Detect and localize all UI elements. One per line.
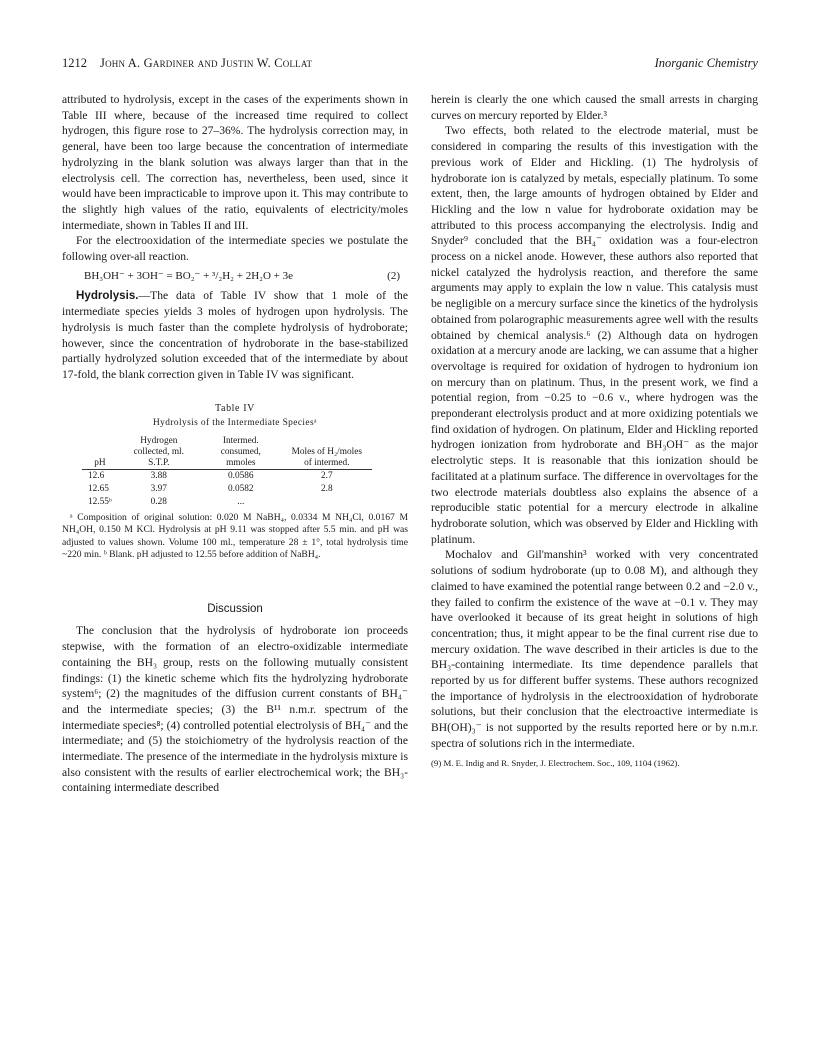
table-header: Hydrogen collected, ml. S.T.P. [118,436,200,470]
table-row [82,470,372,484]
paragraph-text: —The data of Table IV show that 1 mole of the intermediate species yields 3 moles of hydrogen upon hydrolysis. The hydrolysis is much faster than the complete hydrolysis of hydroborate; however, since the concentration of hydroborate in the base-stabilized partially hydrolyzed solution exceeded that of the intermediate by about 17-fold, the blank correction given in Table IV was significant. [62,289,408,381]
reference-footnote: (9) M. E. Indig and R. Snyder, J. Electrochem. Soc., 109, 1104 (1962). [431,757,680,768]
table-cell: 2.8 [320,484,333,495]
table-cell: 12.6 [88,471,105,482]
section-heading: Discussion [207,602,263,615]
table-cell: ... [237,497,245,508]
paragraph: Mochalov and Gil'manshin³ worked with very concentrated solutions of sodium hydroborate (up to 0.08 M), and although they claimed to have examined the potential range between 0.2 and −2.0 v., they failed to confirm the existence of the wave at −0.1 v. They may have overlooked it because of its great height in solutions of high concentration; thus, it might appear to be the final current rise due to mercury oxidation. The wave described in their articles is due to the BH₃-containing intermediate. Its time dependence parallels that reported by us for different buffer systems. These authors recognized the importance of hydrolysis in the electrooxidation of hydroborate solutions, but their conclusion that the electroactive intermediate is BH(OH)₃⁻ is not supported by the results reported here or by n.m.r. spectra of solutions rich in the intermediate. [431,548,758,750]
table-cell [282,496,372,509]
running-header [62,56,758,76]
table-cell: 3.97 [150,484,167,495]
equation-2 [62,265,408,289]
table-row [82,483,372,496]
right-column [431,92,758,771]
table-footnote: ᵃ Composition of original solution: 0.020 M NaBH₄, 0.0334 M NH₄Cl, 0.0167 M NH₄OH, 0.150 M KCl. Hydrolysis at pH 9.11 was stopped after 5.5 min. and pH was adjusted to values shown. Volume 100 ml., temperature 28 ± 1°, total hydrolysis time ~220 min. ᵇ Blank. pH adjusted to 12.55 before addition of NaBH₄. [62,512,408,561]
table-cell: 3.88 [150,471,167,482]
table-cell: 2.7 [320,471,333,482]
paragraph: The conclusion that the hydrolysis of hydroborate ion proceeds stepwise, with the formation of an electro-oxidizable intermediate containing the BH₃ group, rests on the following mutually consistent findings: (1) the kinetic scheme which fits the hydrolyzing hydroborate system⁶; (2) the magnitudes of the diffusion current constants of BH₄⁻ and the intermediate species; (3) the B¹¹ n.m.r. spectrum of the intermediate species⁸; (4) controlled potential electrolysis of BH₄⁻ and the intermediate; and (5) the stoichiometry of the hydrolysis reaction of the intermediate. The presence of the intermediate in the hydrolysis mixture is also consistent with the results of earlier electrochemical work; the BH₃-containing intermediate described [62,624,408,795]
table-cell: 0.0586 [228,471,254,482]
running-authors: John A. Gardiner and Justin W. Collat [100,56,313,70]
table-header: pH [82,436,118,470]
table-cell: 0.0582 [228,484,254,495]
table-header: Moles of H₂/moles of intermed. [282,436,372,470]
paragraph: Two effects, both related to the electrode material, must be considered in comparing the results of this investigation with the previous work of Elder and Hickling. (1) The hydrolysis of hydroborate ion is catalyzed by metals, especially platinum. To some extent, then, the large amounts of hydrogen obtained by Elder and Hickling and the low n value for hydroborate oxidation may be attributed to this process accompanying the electrolysis. Indig and Snyder⁹ concluded that the BH₄⁻ oxidation was a four-electron process on a nickel anode. However, these authors also reported that nickel catalyzed the hydrolysis reaction, and therefore the same arguments may apply to explain the low n value. This catalysis must be negligible on a mercury surface since the kinetics of the hydrolysis obtained from polarographic measurements agree well with the results obtained by chemical analysis.⁶ (2) Although data on hydrogen oxidation at a mercury anode are lacking, we can assume that a higher overvoltage is required for oxidation of hydrogen to hydronium ion on mercury than on platinum. Thus, in the present work, we find a potential region, from −0.25 to −0.6 v., where hydrogen was the preponderant electrolysis product and at more oxidizing potentials we find oxidation of hydrogen. On platinum, Elder and Hickling reported hydrogen ionization from hydroborate and BH₃OH⁻ as the major electrolytic steps. It is reasonable that this ionization should be facilitated at a platinum surface. The difference in overvoltages for the two electrode materials doubtless also explains the absence of a reproducible static potential for a mercury electrode in alkaline hydroborate solution, which was observed by Elder and Hickling with platinum. [431,124,758,546]
page-number: 1212 [62,56,87,70]
paragraph: For the electrooxidation of the intermediate species we postulate the following over-all reaction. [62,234,408,264]
journal-name: Inorganic Chemistry [654,56,758,70]
equation-text: BH₃OH⁻ + 3OH⁻ = BO₂⁻ + ³/₂H₂ + 2H₂O + 3e [84,269,294,282]
table-cell: 12.55ᵇ [88,497,112,508]
table-subtitle: Hydrolysis of the Intermediate Speciesᵃ [153,418,317,429]
table-cell: 0.28 [150,497,167,508]
table-row [82,496,372,509]
table-iv [82,436,372,509]
paragraph: attributed to hydrolysis, except in the cases of the experiments shown in Table III where, because of the increased time required to collect hydrogen, this figure rose to 27–36%. The hydrolysis correction may, in general, have been too large because the concentration of intermediate hydrolyzing in the blank solution was always larger than that in the electrolysis cell. The correction has, nevertheless, been used, since it would have been impracticable to improve upon it. This may contribute to the slightly high values of the ratio, equivalents of electricity/moles intermediate, shown in Tables II and III. [62,93,408,232]
equation-number: (2) [387,269,400,282]
table-header: Intermed. consumed, mmoles [200,436,282,470]
left-column [62,92,408,796]
paragraph-hydrolysis [62,288,408,382]
table-cell: 12.65 [88,484,109,495]
paragraph: herein is clearly the one which caused the small arrests in charging curves on mercury reported by Elder.³ [431,93,758,122]
run-in-heading: Hydrolysis. [76,289,139,303]
table-title: Table IV [215,402,255,414]
